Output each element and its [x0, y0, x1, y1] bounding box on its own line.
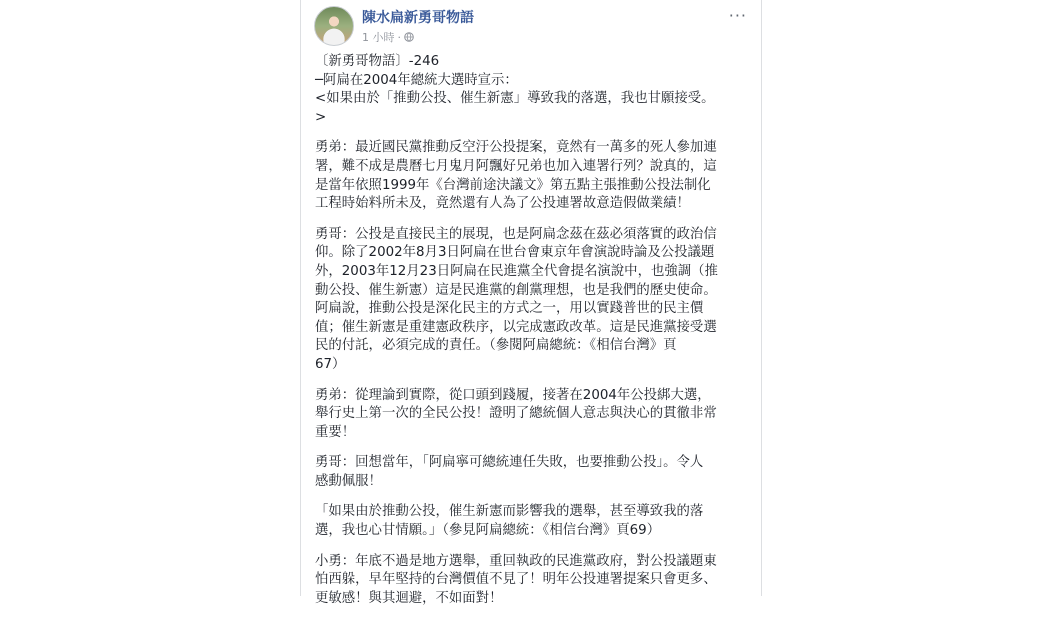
post-text-line: 小勇：年底不過是地方選舉，重回執政的民進黨政府，對公投議題東: [315, 553, 717, 569]
post-text-line: 民的付託，必須完成的責任。（參閱阿扁總統：《相信台灣》頁: [315, 338, 677, 354]
post-text-line: 值；催生新憲是重建憲政秩序，以完成憲政改革。這是民進黨接受選: [315, 319, 717, 335]
post-meta: [362, 29, 414, 45]
ellipsis-icon[interactable]: ···: [728, 6, 747, 25]
avatar[interactable]: [314, 6, 354, 46]
post-text-line: 動公投、催生新憲）這是民進黨的創黨理想，也是我們的歷史使命。: [315, 282, 717, 298]
post-text-line: 勇哥：公投是直接民主的展現，也是阿扁念茲在茲必須落實的政治信: [315, 226, 717, 242]
page-name-link[interactable]: 陳水扁新勇哥物語: [362, 10, 474, 26]
post-text-line: 署，難不成是農曆七月鬼月阿飄好兄弟也加入連署行列？說真的，這: [315, 158, 717, 174]
post-text-line: 勇哥：回想當年，「阿扁寧可總統連任失敗，也要推動公投」。令人: [315, 455, 704, 471]
post-text-line: 「如果由於推動公投，催生新憲而影響我的選舉，甚至導致我的落: [315, 504, 704, 520]
post-text-line: 阿扁說，推動公投是深化民主的方式之一，用以實踐普世的民主價: [315, 301, 704, 317]
post-text-line: 更敏感！與其迴避，不如面對！: [315, 590, 503, 606]
post-text-line: 工程時始料所未及，竟然還有人為了公投連署故意造假做業績！: [315, 196, 690, 212]
post-text-line: 感動佩服！: [315, 473, 382, 489]
post-text-line: 選，我也心甘情願。」（參見阿扁總統：《相信台灣》頁69）: [315, 523, 661, 539]
post-text-line: 〔新勇哥物語〕-246: [315, 54, 440, 69]
post-text-line: <如果由於「推動公投、催生新憲」導致我的落選，我也甘願接受。: [315, 91, 715, 107]
globe-icon[interactable]: [404, 32, 414, 42]
post-text-line: 仰。除了2002年8月3日阿扁在世台會東京年會演說時論及公投議題: [315, 245, 715, 261]
post-text-line: 67）: [315, 356, 346, 372]
post-text-line: 勇弟：最近國民黨推動反空汙公投提案，竟然有一萬多的死人參加連: [315, 140, 717, 156]
post-text-line: 是當年依照1999年《台灣前途決議文》第五點主張推動公投法制化: [315, 177, 711, 193]
post-text-line: 勇弟：從理論到實際，從口頭到踐履，接著在2004年公投綁大選，: [315, 387, 711, 403]
post-text: [315, 53, 751, 620]
post-paragraph: [315, 454, 751, 491]
post-paragraph: [315, 553, 751, 609]
post-paragraph: [315, 139, 751, 213]
separator-dot: ·: [397, 31, 401, 44]
post-text-line: ─阿扁在2004年總統大選時宣示：: [315, 72, 518, 88]
post-paragraph: [315, 53, 751, 127]
post-text-line: 重要！: [315, 424, 356, 440]
facebook-post: [300, 0, 762, 606]
post-text-line: 舉行史上第一次的全民公投！證明了總統個人意志與決心的貫徹非常: [315, 406, 717, 422]
post-text-line: 怕西躲，早年堅持的台灣價值不見了！明年公投連署提案只會更多、: [315, 572, 717, 588]
post-paragraph: [315, 226, 751, 375]
post-paragraph: [315, 387, 751, 443]
post-text-line: 外，2003年12月23日阿扁在民進黨全代會提名演說中，也強調（推: [315, 263, 718, 279]
post-text-line: >: [315, 109, 327, 125]
timestamp[interactable]: 1 小時: [362, 31, 395, 44]
post-header: [301, 0, 761, 50]
post-paragraph: [315, 503, 751, 540]
